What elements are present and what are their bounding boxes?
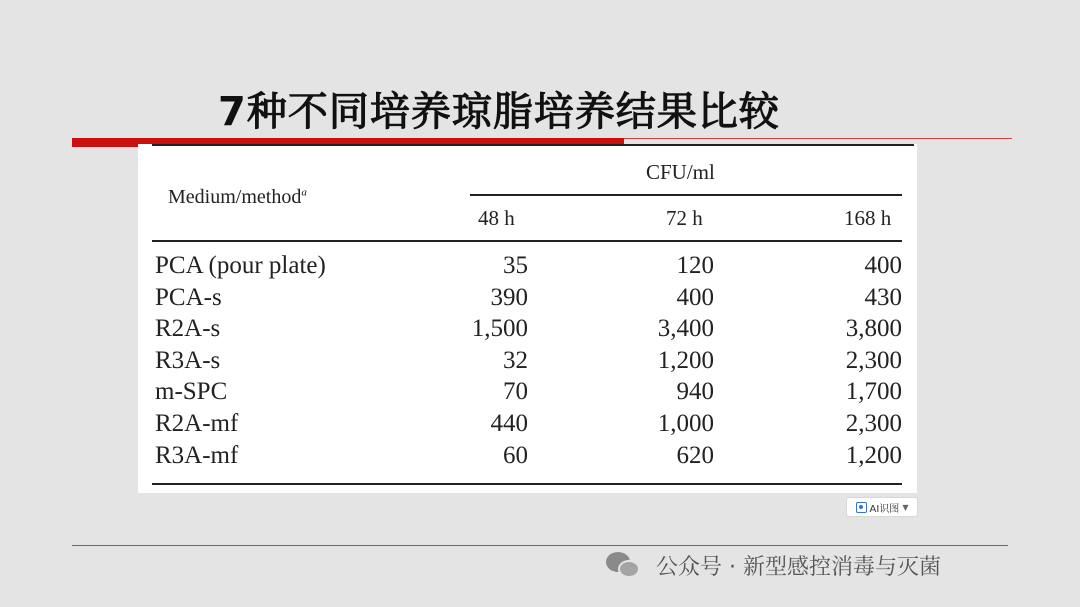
table-row bbox=[138, 315, 917, 347]
table-row bbox=[138, 442, 917, 474]
cell-48h: 390 bbox=[490, 283, 528, 311]
row-medium: PCA-s bbox=[155, 283, 222, 311]
cell-168h: 2,300 bbox=[845, 346, 902, 374]
header-cfu-ml: CFU/ml bbox=[646, 160, 715, 184]
cell-48h: 440 bbox=[490, 409, 528, 437]
row-medium: R2A-mf bbox=[155, 409, 239, 437]
scan-icon bbox=[856, 502, 867, 513]
cell-72h: 3,400 bbox=[657, 315, 714, 343]
table-bottom-rule bbox=[152, 483, 902, 485]
results-table bbox=[138, 144, 917, 493]
header-col-168h: 168 h bbox=[844, 206, 892, 230]
header-bottom-rule bbox=[152, 240, 902, 242]
table-row bbox=[138, 284, 917, 316]
cell-168h: 3,800 bbox=[845, 315, 902, 343]
group-header-rule bbox=[470, 194, 902, 196]
footnote-marker: a bbox=[301, 186, 307, 199]
row-medium: R3A-s bbox=[155, 346, 221, 374]
table-row bbox=[138, 347, 917, 379]
row-medium: PCA (pour plate) bbox=[155, 252, 326, 279]
cell-72h: 400 bbox=[676, 283, 714, 311]
cell-168h: 1,700 bbox=[845, 378, 902, 406]
footer-text: 公众号 · 新型感控消毒与灭菌 bbox=[656, 554, 941, 580]
cell-168h: 430 bbox=[864, 283, 902, 311]
slide-title: 7种不同培养琼脂培养结果比较 bbox=[218, 89, 780, 135]
header-col-48h: 48 h bbox=[478, 206, 515, 230]
table-row bbox=[138, 378, 917, 410]
cell-72h: 620 bbox=[676, 441, 714, 469]
table-row bbox=[138, 252, 917, 284]
cell-168h: 1,200 bbox=[845, 441, 902, 469]
cell-168h: 400 bbox=[864, 252, 902, 279]
cell-48h: 70 bbox=[503, 378, 528, 406]
cell-72h: 120 bbox=[676, 252, 714, 279]
header-col-72h: 72 h bbox=[666, 206, 703, 230]
footer-watermark bbox=[604, 550, 941, 580]
table-row bbox=[138, 410, 917, 442]
chevron-down-icon: ▼ bbox=[902, 502, 909, 512]
table-top-rule bbox=[152, 144, 914, 146]
row-medium: R3A-mf bbox=[155, 441, 239, 469]
cell-168h: 2,300 bbox=[845, 409, 902, 437]
footer-divider bbox=[72, 545, 1008, 546]
cell-72h: 1,000 bbox=[657, 409, 714, 437]
cell-48h: 60 bbox=[503, 441, 528, 469]
ai-recognize-button[interactable] bbox=[846, 497, 918, 517]
row-medium: R2A-s bbox=[155, 315, 221, 343]
cell-48h: 32 bbox=[503, 346, 528, 374]
cell-48h: 1,500 bbox=[471, 315, 528, 343]
cell-48h: 35 bbox=[503, 252, 528, 279]
cell-72h: 1,200 bbox=[657, 346, 714, 374]
ai-badge-label: AI识图 bbox=[869, 503, 900, 515]
cell-72h: 940 bbox=[676, 378, 714, 406]
header-medium-method: Medium/method$^a$ bbox=[168, 186, 307, 208]
table-body bbox=[138, 252, 917, 473]
wechat-icon bbox=[604, 550, 648, 580]
row-medium: m-SPC bbox=[155, 378, 228, 406]
